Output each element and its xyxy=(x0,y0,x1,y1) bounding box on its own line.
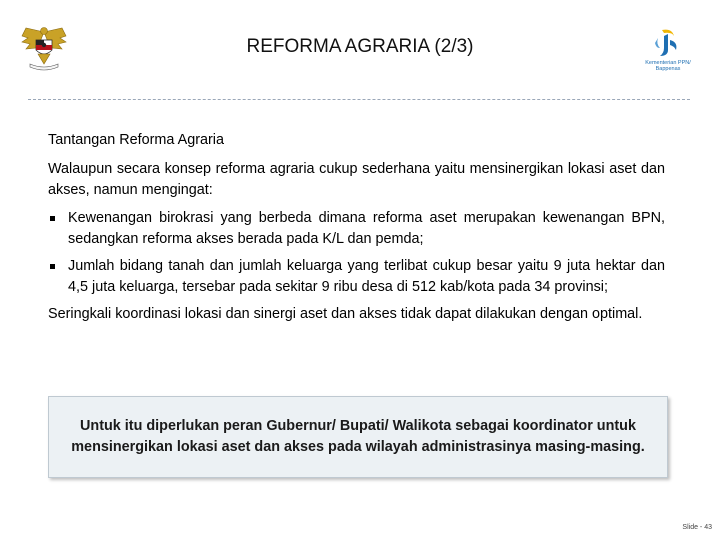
page-title: REFORMA AGRARIA (2/3) xyxy=(246,36,474,57)
square-bullet-icon xyxy=(50,264,55,269)
header-divider xyxy=(28,99,690,100)
callout-text: Untuk itu diperlukan peran Gubernur/ Bupati/ Walikota sebagai koordinator untuk mensinergikan lokasi aset dan akses pada wilayah administrasinya masing-masing. xyxy=(71,418,645,455)
list-item xyxy=(48,256,665,298)
challenge-list xyxy=(48,208,665,298)
main-content xyxy=(48,130,665,332)
section-heading: Tantangan Reforma Agraria xyxy=(48,132,224,148)
callout-box xyxy=(48,396,668,478)
closing-paragraph: Seringkali koordinasi lokasi dan sinergi aset dan akses tidak dapat dilakukan dengan optimal. xyxy=(48,306,643,322)
slide-number: Slide - 43 xyxy=(682,524,712,531)
bappenas-logo-text: Kementerian PPN/ Bappenas xyxy=(645,60,691,72)
bappenas-logo-icon xyxy=(638,26,698,78)
square-bullet-icon xyxy=(50,216,55,221)
list-item-text: Kewenangan birokrasi yang berbeda dimana reforma aset merupakan kewenangan BPN, sedangkan reforma akses berada pada K/L dan pemda; xyxy=(68,210,665,247)
intro-paragraph: Walaupun secara konsep reforma agraria cukup sederhana yaitu mensinergikan lokasi aset dan akses, namun mengingat: xyxy=(48,161,665,198)
list-item-text: Jumlah bidang tanah dan jumlah keluarga yang terlibat cukup besar yaitu 9 juta hektar dan 4,5 juta keluarga, tersebar pada sekitar 9 ribu desa di 512 kab/kota pada 34 provinsi; xyxy=(68,258,665,295)
list-item xyxy=(48,208,665,250)
